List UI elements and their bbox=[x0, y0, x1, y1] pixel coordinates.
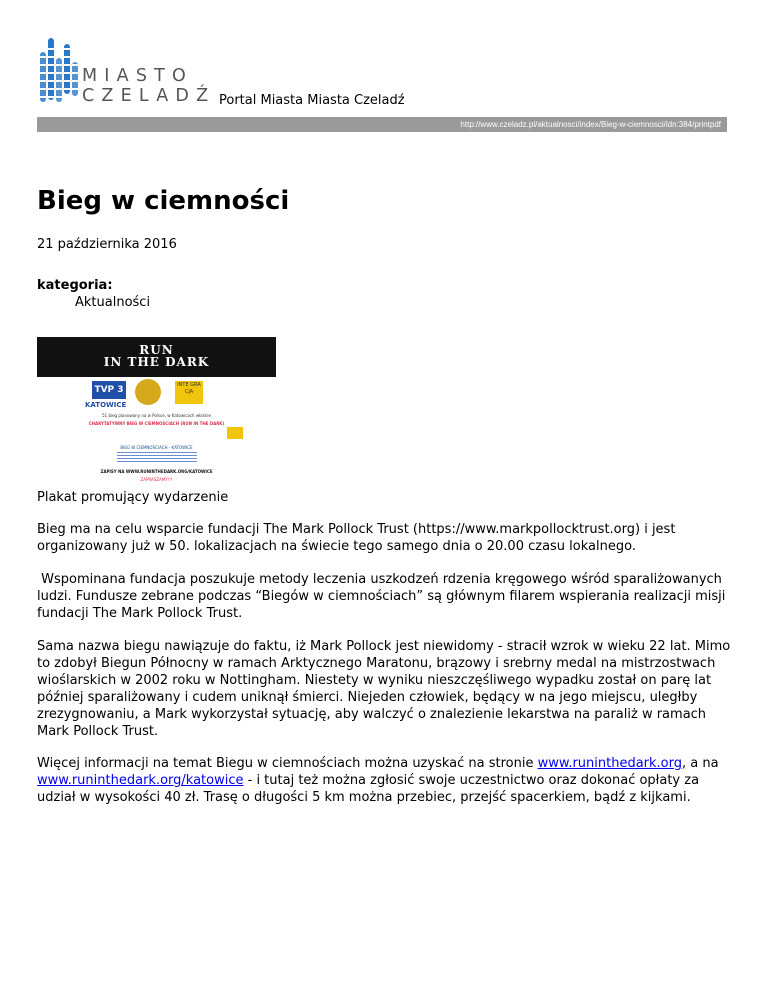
paragraph-4 bbox=[37, 755, 737, 806]
link-runinthedark-katowice[interactable]: www.runinthedark.org/katowice bbox=[37, 773, 244, 788]
poster-line2: CHARYTATYWNY BIEG W CIEMNOŚCIACH (RUN IN THE DARK) bbox=[88, 421, 225, 426]
article-title: Bieg w ciemności bbox=[37, 186, 290, 216]
link-runinthedark[interactable]: www.runinthedark.org bbox=[537, 756, 682, 771]
article-date: 21 października 2016 bbox=[37, 237, 177, 252]
paragraph-3: Sama nazwa biegu nawiązuje do faktu, iż Mark Pollock jest niewidomy - stracił wzrok w wieku 22 lat. Mimo to zdobył Biegun Północny w ramach Arktycznego Maratonu, brązowy i srebrny medal na mistrzostwach wioślarskich w 2002 roku w Nottingham. Niestety w wyniku nieszczęśliwego wypadku został on parę lat później sparaliżowany i cudem uniknął śmierci. Niejeden człowiek, będący w na jego miejscu, uległby zrezygnowaniu, a Mark wykorzystał sytuację, aby walczyć o znalezienie lekarstwa na paraliż w ramach Mark Pollock Trust. bbox=[37, 639, 731, 739]
category-label: kategoria: bbox=[37, 278, 113, 293]
paragraph-1: Bieg ma na celu wsparcie fundacji The Mark Pollock Trust (https://www.markpollocktrust.org) i jest organizowany już w 50. lokalizacjach na świecie tego samego dnia o 20.00 czasu lokalnego. bbox=[37, 522, 676, 554]
brand-line2: CZELADŹ bbox=[82, 86, 216, 106]
category-value[interactable]: Aktualności bbox=[75, 295, 151, 310]
tvp3-logo: TVP 3 bbox=[92, 381, 126, 399]
poster-city: KATOWICE bbox=[85, 401, 127, 409]
logo-dots-icon bbox=[38, 38, 82, 108]
poster-line4: ZAPISY NA WWW.RUNINTHEDARK.ORG/KATOWICE bbox=[100, 469, 213, 474]
poster-line5: ZAPRASZAMY!!! bbox=[140, 477, 173, 482]
poster-line1: 51 bieg planowany na w Polsce, w Katowicach właśnie bbox=[102, 413, 211, 418]
image-caption: Plakat promujący wydarzenie bbox=[37, 490, 229, 505]
brand-line1: MIASTO bbox=[82, 66, 194, 86]
event-poster bbox=[37, 337, 276, 487]
paragraph-4-text-2: , a na bbox=[682, 756, 719, 771]
print-url-bar: http://www.czeladz.pl/aktualnosci/index/Bieg-w-ciemnosci/idn:384/printpdf bbox=[37, 117, 727, 132]
poster-partner: INTE GRA CJA bbox=[175, 381, 203, 404]
poster-line3: BIEG W CIEMNOŚCIACH - KATOWICE bbox=[120, 445, 193, 450]
brand-text bbox=[82, 66, 215, 106]
paragraph-2: Wspominana fundacja poszukuje metody leczenia uszkodzeń rdzenia kręgowego wśród sparaliżowanych ludzi. Fundusze zebrane podczas “Biegów w ciemnościach” są głównym filarem wspierania realizacji misji fundacji The Mark Pollock Trust. bbox=[37, 572, 730, 621]
paragraph-4-text-1: Więcej informacji na temat Biegu w ciemnościach można uzyskać na stronie bbox=[37, 756, 538, 771]
poster-header bbox=[37, 337, 276, 377]
poster-details bbox=[117, 452, 197, 462]
poster-subtitle: IN THE DARK bbox=[103, 355, 210, 369]
paragraph-4-text-3: - i tutaj też można zgłosić swoje uczestnictwo oraz dokonać opłaty za udział w wysokości 40 zł. Trasę o długości 5 km można przebiec, przejść spacerkiem, bądź z kijkami. bbox=[37, 773, 700, 805]
portal-name: Portal Miasta Miasta Czeladź bbox=[219, 93, 405, 108]
poster-title: RUN bbox=[139, 343, 174, 357]
poster-badge-icon bbox=[227, 427, 243, 439]
rotary-logo-icon bbox=[135, 379, 161, 405]
